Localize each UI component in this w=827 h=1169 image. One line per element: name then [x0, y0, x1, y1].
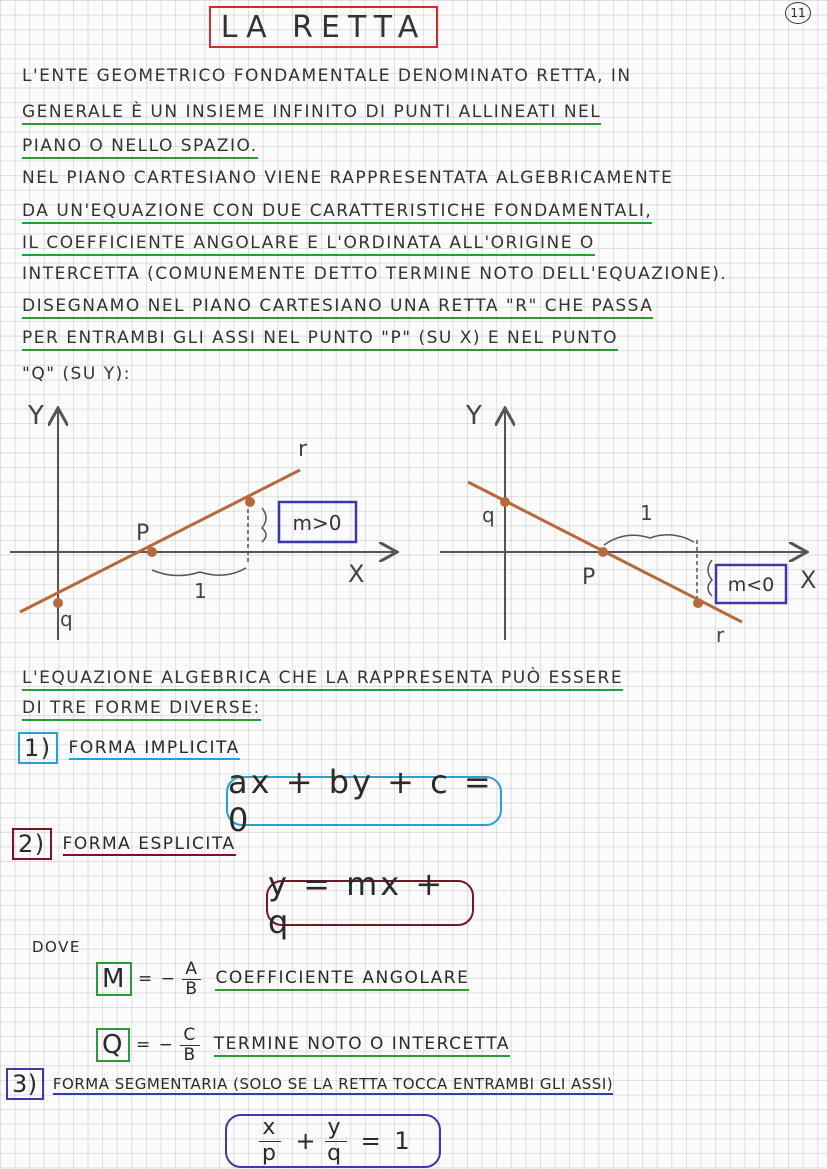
right-r-label: r	[716, 623, 725, 647]
right-x-label: X	[800, 566, 817, 594]
graph-left	[10, 401, 395, 640]
left-vertical-brace	[262, 508, 266, 542]
form-2-heading	[12, 828, 236, 860]
dove-label: DOVE	[32, 938, 81, 956]
form-1-heading	[18, 732, 240, 764]
definition-m-denominator: B	[185, 978, 199, 999]
definition-m-sign: = −	[137, 969, 177, 990]
form-3-rhs: = 1	[360, 1127, 413, 1155]
form-3-heading	[6, 1068, 613, 1100]
form-3-numerator-x: x	[259, 1116, 281, 1141]
form-3-label: FORMA SEGMENTARIA (SOLO SE LA RETTA TOCCA ENTRAMBI GLI ASSI)	[52, 1074, 614, 1093]
form-3-formula	[225, 1114, 441, 1168]
definition-q-var: Q	[96, 1028, 130, 1062]
left-point-p	[147, 547, 157, 557]
right-q-label: q	[482, 503, 495, 527]
right-y-label: Y	[466, 401, 482, 431]
form-3-fraction-y	[325, 1116, 347, 1165]
right-slope-label: m<0	[727, 574, 775, 596]
left-x-label: X	[348, 560, 365, 588]
left-p-label: P	[136, 521, 150, 546]
intro-line-5: DA UN'EQUAZIONE CON DUE CARATTERISTICHE FONDAMENTALI,	[22, 201, 652, 224]
form-3-fraction-x	[259, 1116, 281, 1165]
intro-line-2: GENERALE È UN INSIEME INFINITO DI PUNTI ALLINEATI NEL	[22, 102, 601, 125]
form-1-formula: ax + by + c = 0	[226, 776, 502, 826]
form-1-number: 1)	[18, 732, 58, 764]
intro-line-4: NEL PIANO CARTESIANO VIENE RAPPRESENTATA ALGEBRICAMENTE	[22, 168, 674, 188]
intro-line-10: "Q" (SU Y):	[22, 364, 131, 384]
definition-q-desc: TERMINE NOTO O INTERCETTA	[214, 1034, 510, 1057]
left-y-label: Y	[28, 401, 44, 431]
forms-intro-line-1: L'EQUAZIONE ALGEBRICA CHE LA RAPPRESENTA PUÒ ESSERE	[22, 668, 623, 691]
intro-line-6: IL COEFFICIENTE ANGOLARE E L'ORDINATA ALL'ORIGINE O	[22, 233, 595, 256]
intro-line-3: PIANO O NELLO SPAZIO.	[22, 136, 258, 159]
definition-m-numerator: A	[182, 960, 201, 980]
intro-line-1: L'ENTE GEOMETRICO FONDAMENTALE DENOMINATO RETTA, IN	[22, 66, 632, 86]
right-vertical-brace	[708, 560, 712, 596]
right-point-step	[693, 598, 703, 608]
definition-q-denominator: B	[183, 1044, 197, 1065]
left-step-label: 1	[194, 579, 207, 603]
right-step-label: 1	[640, 501, 653, 525]
form-3-number: 3)	[6, 1068, 44, 1100]
forms-intro-line-2: DI TRE FORME DIVERSE:	[22, 698, 261, 721]
intro-line-9: PER ENTRAMBI GLI ASSI NEL PUNTO "P" (SU X) E NEL PUNTO	[22, 328, 618, 351]
form-3-denominator-p: p	[261, 1140, 279, 1166]
definition-q-fraction	[180, 1026, 199, 1064]
definition-m-fraction	[182, 960, 201, 998]
left-r-label: r	[298, 437, 308, 462]
form-2-label: FORMA ESPLICITA	[62, 834, 236, 854]
form-3-numerator-y: y	[325, 1116, 347, 1141]
intro-line-7: INTERCETTA (COMUNEMENTE DETTO TERMINE NOTO DELL'EQUAZIONE).	[22, 264, 728, 284]
right-p-label: P	[582, 565, 596, 590]
graph-right	[440, 401, 816, 647]
form-2-formula: y = mx + q	[266, 880, 474, 926]
definition-m	[96, 960, 469, 998]
left-point-step	[245, 497, 255, 507]
left-slope-label: m>0	[292, 511, 342, 535]
right-brace	[604, 535, 694, 545]
form-3-denominator-q: q	[327, 1140, 345, 1166]
left-q-label: q	[60, 607, 73, 631]
form-2-number: 2)	[12, 828, 52, 860]
definition-q	[96, 1026, 510, 1064]
right-point-q	[500, 497, 510, 507]
definition-m-var: M	[96, 962, 132, 996]
graphs-figure	[0, 390, 827, 660]
left-line-r	[20, 470, 300, 612]
intro-line-8: DISEGNAMO NEL PIANO CARTESIANO UNA RETTA "R" CHE PASSA	[22, 296, 653, 319]
left-brace	[152, 568, 246, 576]
form-1-label: FORMA IMPLICITA	[68, 738, 240, 758]
page-title: LA RETTA	[209, 6, 438, 48]
page-number: 11	[785, 2, 811, 24]
definition-m-desc: COEFFICIENTE ANGOLARE	[215, 968, 469, 991]
definition-q-sign: = −	[135, 1035, 175, 1056]
form-3-plus: +	[295, 1127, 319, 1155]
definition-q-numerator: C	[180, 1026, 199, 1046]
right-point-p	[598, 547, 608, 557]
